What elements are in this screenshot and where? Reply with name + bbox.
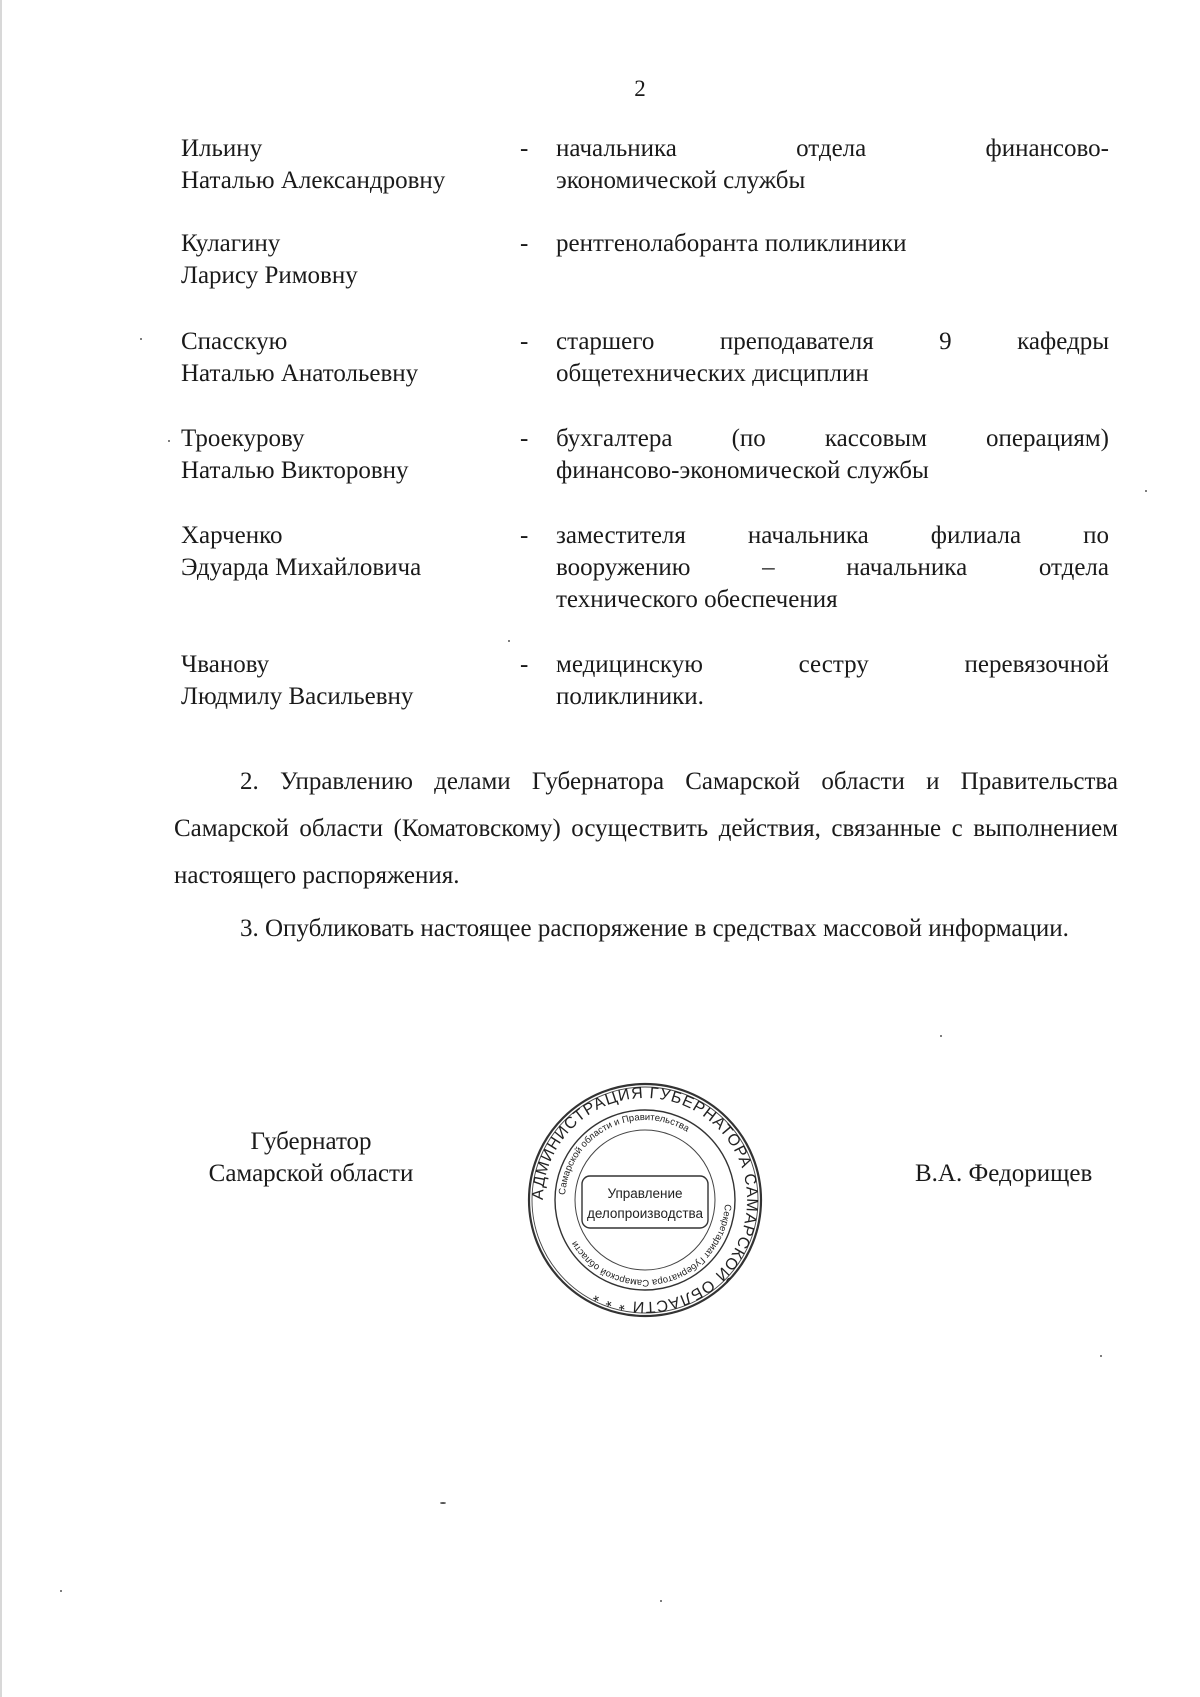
scan-speck	[508, 640, 510, 642]
person-name: Харченко Эдуарда Михайловича	[181, 522, 422, 581]
dash: -	[520, 651, 529, 678]
paragraph-2: 2. Управлению делами Губернатора Самарской области и Правительства Самарской области (Коматовскому) осуществить действия, связанные с выполнением настоящего распоряжения.	[174, 768, 1118, 889]
scan-speck	[940, 1035, 942, 1037]
dash: -	[520, 230, 529, 257]
job-position: бухгалтера (по кассовым операциям) финансово-экономической службы	[556, 425, 1109, 484]
dash: -	[520, 328, 529, 355]
scan-speck	[440, 1502, 446, 1504]
scan-speck	[1145, 490, 1147, 492]
signer-title: Губернатор Самарской области	[208, 1128, 414, 1187]
job-position: заместителя начальника филиала по вооружению – начальника отдела технического обеспечения	[556, 522, 1109, 613]
scan-edge	[0, 0, 2, 1697]
seal-center-line1: Управление	[607, 1186, 683, 1201]
seal-inner-text: Самарской области и Правительства	[557, 1111, 692, 1196]
scan-speck	[60, 1590, 62, 1592]
dash: -	[520, 135, 529, 162]
paragraph-3: 3. Опубликовать настоящее распоряжение в средствах массовой информации.	[240, 915, 1069, 942]
person-name: Спасскую Наталью Анатольевну	[181, 328, 419, 387]
person-name: Кулагину Ларису Римовну	[181, 230, 358, 289]
person-name: Ильину Наталью Александровну	[181, 135, 446, 194]
person-name: Чванову Людмилу Васильевну	[181, 651, 414, 710]
seal-inner-side-text: Секретариат Губернатора Самарской области	[569, 1203, 733, 1289]
scan-speck	[1100, 1355, 1102, 1357]
job-position: начальника отдела финансово- экономической службы	[556, 135, 1109, 194]
person-name: Троекурову Наталью Викторовну	[181, 425, 409, 484]
scan-speck	[168, 440, 170, 442]
scan-speck	[140, 338, 142, 340]
page-number: 2	[634, 76, 646, 101]
job-position: рентгенолаборанта поликлиники	[556, 230, 907, 257]
seal-center-line2: делопроизводства	[586, 1206, 704, 1221]
dash: -	[520, 425, 529, 452]
job-position: медицинскую сестру перевязочной поликлиники.	[556, 651, 1109, 710]
signer-name: В.А. Федорищев	[915, 1160, 1093, 1187]
seal-outer-text: АДМИНИСТРАЦИЯ ГУБЕРНАТОРА САМАРСКОЙ ОБЛАСТИ * * *	[529, 1084, 761, 1316]
scan-speck	[660, 1600, 662, 1602]
dash: -	[520, 522, 529, 549]
job-position: старшего преподавателя 9 кафедры общетехнических дисциплин	[556, 328, 1109, 387]
official-seal	[525, 1080, 765, 1320]
